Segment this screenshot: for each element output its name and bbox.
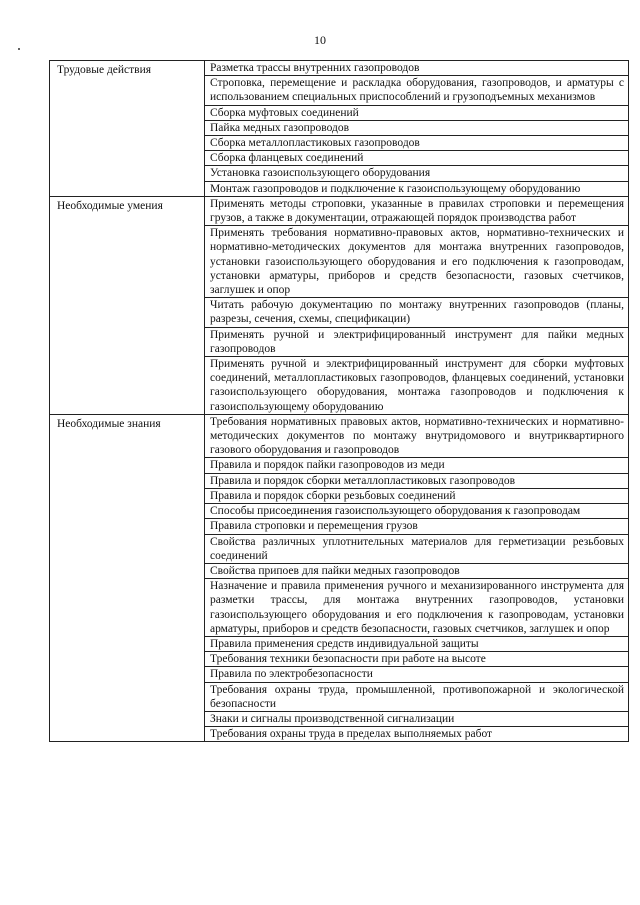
list-item: Требования охраны труда, промышленной, противопожарной и экологической безопасности <box>205 682 628 711</box>
list-item: Свойства различных уплотнительных материалов для герметизации резьбовых соединений <box>205 534 628 563</box>
list-item: Свойства припоев для пайки медных газопроводов <box>205 563 628 578</box>
list-item: Требования нормативных правовых актов, нормативно-технических и нормативно-методических документов по монтажу внутридомового и внутриквартирного газового оборудования и газопроводов <box>210 415 624 457</box>
page-number: 10 <box>314 33 326 47</box>
list-item: Правила по электробезопасности <box>205 666 628 681</box>
list-item: Сборка фланцевых соединений <box>205 150 628 165</box>
list-item: Требования охраны труда в пределах выполняемых работ <box>205 726 628 741</box>
list-item: Правила и порядок пайки газопроводов из меди <box>205 457 628 472</box>
list-item: Сборка металлопластиковых газопроводов <box>205 135 628 150</box>
list-item: Монтаж газопроводов и подключение к газоиспользующему оборудованию <box>205 181 628 196</box>
scan-speck <box>18 48 20 50</box>
list-item: Пайка медных газопроводов <box>205 120 628 135</box>
section-label: Необходимые знания <box>50 414 205 741</box>
list-item: Разметка трассы внутренних газопроводов <box>210 62 420 74</box>
list-item: Требования техники безопасности при работе на высоте <box>205 651 628 666</box>
list-item: Применять методы строповки, указанные в правилах строповки и перемещения грузов, а также в документации, отражающей порядок производства работ <box>210 197 624 225</box>
list-item: Правила применения средств индивидуальной защиты <box>205 636 628 651</box>
list-item: Способы присоединения газоиспользующего оборудования к газопроводам <box>205 503 628 518</box>
section-row-required-knowledge <box>50 414 629 741</box>
list-item: Читать рабочую документацию по монтажу внутренних газопроводов (планы, разрезы, сечения, схемы, спецификации) <box>205 297 628 326</box>
list-item: Назначение и правила применения ручного и механизированного инструмента для разметки трассы, для монтажа внутренних газопроводов, установки газоиспользующего оборудования и его подключения к газопроводам, установки арматуры, приборов и средств безопасности, газовых счетчиков, заглушек и опор <box>205 578 628 636</box>
section-row-labor-actions <box>50 61 629 197</box>
section-items <box>205 61 629 197</box>
list-item: Установка газоиспользующего оборудования <box>205 165 628 180</box>
section-items <box>205 414 629 741</box>
list-item: Правила и порядок сборки резьбовых соединений <box>205 488 628 503</box>
list-item: Применять ручной и электрифицированный инструмент для сборки муфтовых соединений, металлопластиковых газопроводов, фланцевых соединений, установки газоиспользующего оборудования, монтажа газопроводов и подключения к газоиспользующему оборудованию <box>205 356 628 414</box>
competency-table <box>49 60 629 742</box>
list-item: Строповка, перемещение и раскладка оборудования, газопроводов, и арматуры с использованием специальных приспособлений и грузоподъемных механизмов <box>205 75 628 104</box>
list-item: Правила строповки и перемещения грузов <box>205 518 628 533</box>
list-item: Знаки и сигналы производственной сигнализации <box>205 711 628 726</box>
section-label: Необходимые умения <box>50 196 205 414</box>
list-item: Применять ручной и электрифицированный инструмент для пайки медных газопроводов <box>205 327 628 356</box>
section-label: Трудовые действия <box>50 61 205 197</box>
list-item: Правила и порядок сборки металлопластиковых газопроводов <box>205 473 628 488</box>
list-item: Применять требования нормативно-правовых актов, нормативно-технических и нормативно-методических документов для монтажа внутренних газопроводов, установки газоиспользующего оборудования и его подключения к газопроводам, установки арматуры, приборов и средств безопасности, газовых счетчиков, заглушек и опор <box>205 225 628 297</box>
list-item: Сборка муфтовых соединений <box>205 105 628 120</box>
section-row-required-skills <box>50 196 629 414</box>
section-items <box>205 196 629 414</box>
